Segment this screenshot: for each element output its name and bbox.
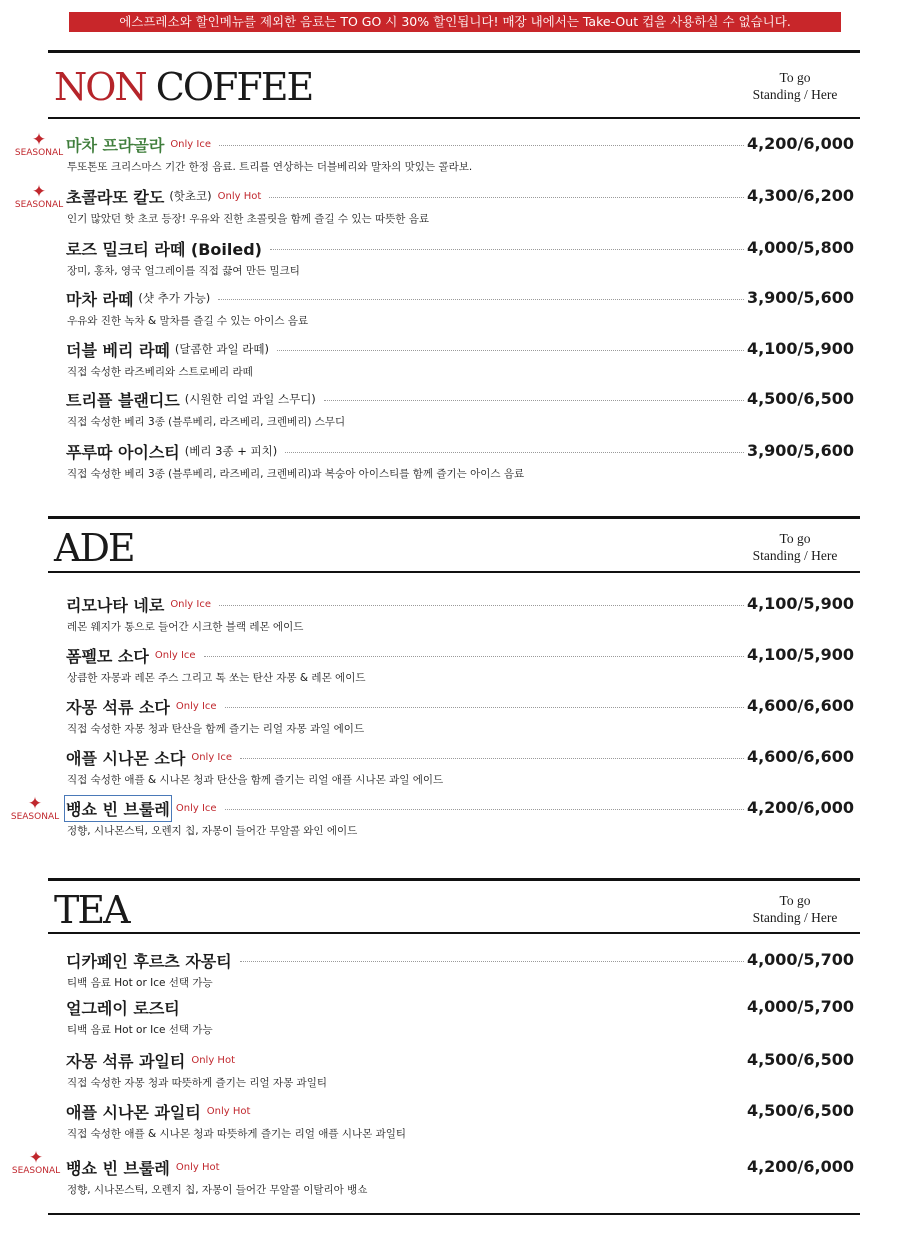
item-tag: Only Hot bbox=[191, 1054, 235, 1066]
item-name: 마차 라떼 bbox=[66, 289, 134, 309]
item-name: 뱅쇼 빈 브룰레 bbox=[66, 1158, 170, 1178]
item-subtitle: (시원한 리얼 과일 스무디) bbox=[184, 392, 316, 406]
item-price: 4,600/6,600 bbox=[746, 747, 854, 766]
item-description: 직접 숙성한 라즈베리와 스트로베리 라떼 bbox=[67, 366, 253, 378]
item-name: 트리플 블랜디드 bbox=[66, 390, 180, 410]
item-subtitle: (달콤한 과일 라떼) bbox=[174, 342, 269, 356]
price-column-header bbox=[740, 69, 850, 103]
item-name: 초콜라또 칼도 bbox=[66, 187, 165, 207]
item-name: 푸루따 아이스티 bbox=[66, 442, 180, 462]
section-title-part2: COFFEE bbox=[155, 65, 313, 109]
item-name: 로즈 밀크티 라떼 (Boiled) bbox=[66, 239, 262, 259]
item-price: 4,200/6,000 bbox=[746, 1157, 854, 1176]
item-description: 직접 숙성한 자몽 청과 탄산을 함께 즐기는 리얼 자몽 과일 에이드 bbox=[67, 723, 365, 735]
item-description: 직접 숙성한 자몽 청과 따뜻하게 즐기는 리얼 자몽 과일티 bbox=[67, 1077, 327, 1089]
col-to-go: To go bbox=[779, 893, 811, 908]
section-bottom-rule bbox=[48, 1213, 860, 1215]
menu-item bbox=[48, 995, 860, 1043]
item-price: 4,600/6,600 bbox=[746, 696, 854, 715]
item-description: 직접 숙성한 베리 3종 (블루베리, 라즈베리, 크렌베리)과 복숭아 아이스티를 함께 즐기는 아이스 음료 bbox=[67, 468, 525, 480]
item-price: 3,900/5,600 bbox=[746, 441, 854, 460]
item-tag: Only Hot bbox=[175, 1161, 220, 1173]
menu-item bbox=[48, 745, 860, 793]
item-name: 자몽 석류 소다 bbox=[66, 697, 170, 717]
dot-leader bbox=[204, 656, 744, 657]
section-top-rule bbox=[48, 50, 860, 53]
menu-item bbox=[14, 130, 860, 180]
item-price: 4,500/6,500 bbox=[746, 1101, 854, 1120]
price-column-header bbox=[740, 892, 850, 926]
menu-item bbox=[14, 182, 860, 232]
item-description: 직접 숙성한 애플 & 시나몬 청과 따뜻하게 즐기는 리얼 애플 시나몬 과일티 bbox=[67, 1128, 407, 1140]
menu-item bbox=[48, 236, 860, 284]
col-here: Standing / Here bbox=[752, 910, 838, 925]
item-name: 마차 프라골라 bbox=[66, 135, 165, 155]
item-name: 애플 시나몬 과일티 bbox=[66, 1102, 201, 1122]
col-to-go: To go bbox=[779, 531, 811, 546]
item-name: 자몽 석류 과일티 bbox=[66, 1051, 186, 1071]
section-header-rule bbox=[48, 571, 860, 573]
price-column-header bbox=[740, 530, 850, 564]
item-tag: Only Ice bbox=[170, 598, 211, 610]
item-tag: Only Ice bbox=[154, 649, 196, 661]
item-tag: Only Ice bbox=[170, 138, 211, 150]
seasonal-label: SEASONAL bbox=[14, 148, 64, 158]
item-tag: Only Ice bbox=[191, 751, 233, 763]
seasonal-badge bbox=[5, 796, 65, 822]
sparkle-icon: ✦ bbox=[31, 182, 47, 202]
item-subtitle: (핫초코) bbox=[169, 189, 212, 203]
section-header-rule bbox=[48, 117, 860, 119]
seasonal-badge bbox=[9, 132, 69, 158]
sparkle-icon: ✦ bbox=[27, 794, 43, 814]
section-title-part1: NON bbox=[54, 65, 146, 109]
item-name: 폼펠모 소다 bbox=[66, 646, 149, 666]
item-name: 애플 시나몬 소다 bbox=[66, 748, 186, 768]
item-description: 상큼한 자몽과 레몬 주스 그리고 톡 쏘는 탄산 자몽 & 레몬 에이드 bbox=[67, 672, 366, 684]
menu-item bbox=[48, 337, 860, 385]
menu-item bbox=[48, 286, 860, 334]
item-description: 우유와 진한 녹차 & 말차를 즐길 수 있는 아이스 음료 bbox=[67, 315, 309, 327]
col-here: Standing / Here bbox=[752, 87, 838, 102]
item-name: 얼그레이 로즈티 bbox=[66, 998, 180, 1018]
col-here: Standing / Here bbox=[752, 548, 838, 563]
seasonal-badge bbox=[6, 1150, 66, 1176]
item-description: 티백 음료 Hot or Ice 선택 가능 bbox=[67, 1024, 213, 1036]
item-price: 4,200/6,000 bbox=[746, 134, 854, 153]
item-subtitle: (베리 3종 + 피치) bbox=[184, 444, 278, 458]
sparkle-icon: ✦ bbox=[31, 130, 47, 150]
dot-leader bbox=[219, 605, 744, 606]
menu-item bbox=[48, 948, 860, 996]
item-description: 인기 많았던 핫 초코 등장! 우유와 진한 초콜릿을 함께 즐길 수 있는 따뜻한 음료 bbox=[67, 213, 430, 225]
item-description: 정향, 시나몬스틱, 오렌지 칩, 자몽이 들어간 무알콜 이탈리아 뱅쇼 bbox=[67, 1184, 368, 1196]
item-description: 직접 숙성한 애플 & 시나몬 청과 탄산을 함께 즐기는 리얼 애플 시나몬 과일 에이드 bbox=[67, 774, 444, 786]
item-tag: Only Hot bbox=[217, 190, 262, 202]
section-title bbox=[54, 67, 312, 107]
item-price: 4,500/6,500 bbox=[746, 1050, 854, 1069]
item-subtitle: (샷 추가 가능) bbox=[138, 291, 211, 305]
menu-item bbox=[48, 1048, 860, 1096]
item-description: 투또톤또 크리스마스 기간 한정 음료. 트리를 연상하는 더블베리와 말차의 맛있는 콜라보. bbox=[67, 161, 473, 173]
dot-leader bbox=[285, 452, 744, 453]
item-description: 정향, 시나몬스틱, 오렌지 칩, 자몽이 들어간 무알콜 와인 에이드 bbox=[67, 825, 358, 837]
menu-item bbox=[48, 1099, 860, 1147]
item-name: 리모나타 네로 bbox=[66, 595, 165, 615]
menu-item bbox=[48, 387, 860, 435]
item-price: 4,200/6,000 bbox=[746, 798, 854, 817]
item-tag: Only Ice bbox=[175, 700, 217, 712]
section-title-part2: ADE bbox=[54, 526, 134, 570]
menu-item bbox=[48, 439, 860, 487]
item-price: 4,000/5,700 bbox=[746, 997, 854, 1016]
item-price: 4,100/5,900 bbox=[746, 339, 854, 358]
item-price: 4,500/6,500 bbox=[746, 389, 854, 408]
item-tag: Only Ice bbox=[175, 802, 217, 814]
item-price: 4,000/5,800 bbox=[746, 238, 854, 257]
item-description: 장미, 홍차, 영국 얼그레이를 직접 끓여 만든 밀크티 bbox=[67, 265, 300, 277]
menu-item bbox=[48, 694, 860, 742]
menu-item bbox=[48, 592, 860, 640]
dot-leader bbox=[219, 145, 744, 146]
dot-leader bbox=[225, 809, 744, 810]
item-price: 4,300/6,200 bbox=[746, 186, 854, 205]
item-name: 뱅쇼 빈 브룰레 bbox=[66, 797, 170, 820]
item-description: 티백 음료 Hot or Ice 선택 가능 bbox=[67, 977, 213, 989]
section-title bbox=[54, 528, 134, 568]
section-header-rule bbox=[48, 932, 860, 934]
section-top-rule bbox=[48, 878, 860, 881]
dot-leader bbox=[240, 961, 744, 962]
dot-leader bbox=[324, 400, 744, 401]
item-name: 디카페인 후르츠 자몽티 bbox=[66, 951, 232, 971]
seasonal-label: SEASONAL bbox=[10, 812, 60, 822]
sparkle-icon: ✦ bbox=[28, 1148, 44, 1168]
dot-leader bbox=[218, 299, 744, 300]
dot-leader bbox=[225, 707, 744, 708]
dot-leader bbox=[277, 350, 744, 351]
item-price: 4,000/5,700 bbox=[746, 950, 854, 969]
item-description: 직접 숙성한 베리 3종 (블루베리, 라즈베리, 크렌베리) 스무디 bbox=[67, 416, 346, 428]
menu-item bbox=[11, 1148, 860, 1203]
item-price: 4,100/5,900 bbox=[746, 594, 854, 613]
dot-leader bbox=[269, 197, 744, 198]
dot-leader bbox=[270, 249, 744, 250]
item-name: 더블 베리 라떼 bbox=[66, 340, 170, 360]
seasonal-label: SEASONAL bbox=[14, 200, 64, 210]
promo-banner: 에스프레소와 할인메뉴를 제외한 음료는 TO GO 시 30% 할인됩니다! 매장 내에서는 Take-Out 컵을 사용하실 수 없습니다. bbox=[69, 12, 841, 32]
menu-item bbox=[48, 643, 860, 691]
dot-leader bbox=[240, 758, 744, 759]
col-to-go: To go bbox=[779, 70, 811, 85]
seasonal-badge bbox=[9, 184, 69, 210]
item-description: 레몬 웨지가 통으로 들어간 시크한 블랙 레몬 에이드 bbox=[67, 621, 304, 633]
section-title-part2: TEA bbox=[54, 888, 129, 932]
section-top-rule bbox=[48, 516, 860, 519]
menu-item bbox=[10, 794, 860, 844]
item-price: 4,100/5,900 bbox=[746, 645, 854, 664]
section-title bbox=[54, 890, 129, 930]
seasonal-label: SEASONAL bbox=[11, 1166, 61, 1176]
item-tag: Only Hot bbox=[206, 1105, 251, 1117]
item-price: 3,900/5,600 bbox=[746, 288, 854, 307]
